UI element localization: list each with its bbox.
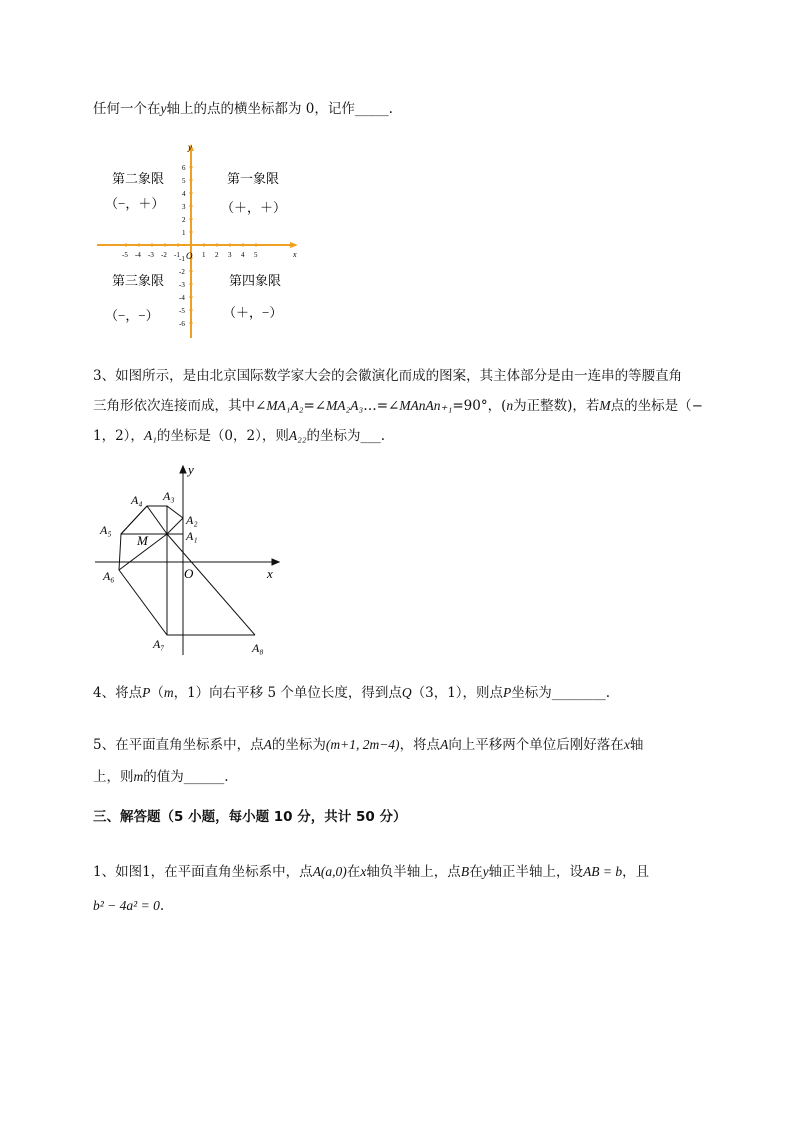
x-tick-label: -1	[174, 251, 180, 259]
text: 的坐标为	[271, 737, 326, 753]
text: .	[224, 769, 229, 785]
text: 的坐标为	[306, 428, 361, 444]
y-tick-label: 2	[182, 216, 186, 224]
x-tick-label: -2	[161, 251, 167, 259]
x-tick-label: 5	[254, 251, 258, 259]
text: 任何一个在	[93, 101, 161, 117]
text: 轴负半轴上，点	[366, 864, 461, 880]
x-tick-label: 1	[202, 251, 206, 259]
answer-blank: _____	[354, 101, 389, 117]
text: （	[150, 685, 164, 701]
text: 4、将点	[93, 685, 143, 701]
origin-label: O	[186, 251, 193, 261]
text: 轴上的点的横坐标都为 0，记作	[166, 101, 355, 117]
segment	[167, 518, 183, 534]
equation: b² − 4a² = 0	[93, 898, 160, 913]
text: 3、如图所示，是由北京国际数学家大会的会徽演化而成的图案，其主体部分是由一连串的等腰直角	[93, 368, 683, 384]
text: ，1）向右平移 5 个单位长度，得到点	[173, 685, 402, 701]
text: …=∠	[363, 398, 400, 414]
point-A: A	[263, 737, 272, 752]
var-n: n	[506, 398, 514, 413]
x-tick-label: -5	[122, 251, 128, 259]
text: 在	[469, 864, 483, 880]
y-tick-label: -1	[179, 255, 185, 263]
var-m: m	[133, 769, 144, 784]
y-tick-label: -3	[179, 281, 185, 289]
text: 在	[346, 864, 361, 880]
section-title: 三、解答题（5 小题，每小题 10 分，共计 50 分）	[93, 809, 407, 825]
x-tick-label: 4	[241, 251, 245, 259]
point-A-expression: A(a,0)	[312, 864, 347, 879]
var-x: x	[623, 737, 630, 752]
label-M: M	[137, 533, 148, 548]
problem-1	[93, 855, 733, 923]
text: 轴正半轴上，设	[488, 864, 584, 880]
label-A6: A₆	[103, 569, 115, 583]
quadrant-figure	[95, 142, 305, 342]
q3-line-1	[93, 362, 733, 391]
point-A22: A₂₂	[288, 428, 307, 443]
text: 1、如图1，在平面直角坐标系中，点	[93, 864, 313, 880]
x-tick-label: 2	[215, 251, 219, 259]
text: 的坐标是（0，2），则	[156, 428, 289, 444]
text: 坐标为	[511, 685, 552, 701]
point-P: P	[503, 685, 512, 700]
y-axis-statement	[93, 94, 733, 124]
x-tick-label: 3	[228, 251, 232, 259]
question-5	[93, 729, 733, 793]
y-tick-label: -6	[179, 320, 185, 328]
problem-1-line-2	[93, 889, 733, 923]
label-A4: A₄	[131, 493, 143, 507]
y-tick-label: 4	[182, 190, 186, 198]
text: =∠	[303, 398, 327, 414]
text: .	[380, 428, 386, 444]
x-axis-arrow	[290, 242, 298, 248]
coordinate-expression: (m+1, 2m−4)	[325, 737, 400, 752]
y-tick-label: 5	[182, 177, 186, 185]
y-tick-label: -5	[179, 307, 185, 315]
text: =90°，(	[452, 398, 507, 414]
label-A2: A₂	[186, 513, 198, 527]
var-m: m	[163, 685, 174, 700]
y-tick-label: 1	[182, 229, 186, 237]
quadrant-3-name: 第三象限	[112, 273, 165, 288]
y-axis-label: y	[188, 142, 192, 152]
ab-expression: AB = b	[583, 864, 623, 879]
text: ，且	[622, 864, 650, 880]
segment	[147, 506, 167, 534]
q3-line-3	[93, 421, 733, 451]
spiral-triangle-figure	[95, 460, 295, 660]
label-A5: A₅	[100, 523, 112, 537]
question-4	[93, 678, 733, 708]
text: 点的坐标是（−	[610, 398, 703, 414]
point-A1: A₁	[143, 428, 157, 443]
label-A3: A₃	[163, 489, 175, 503]
quadrant-3-sign: （−，−）	[105, 308, 159, 323]
x-tick-label: -3	[148, 251, 154, 259]
question-3	[93, 362, 733, 451]
point-P: P	[142, 685, 151, 700]
var-y: y	[482, 864, 489, 879]
label-A1: A₁	[186, 529, 198, 543]
point-Q: Q	[401, 685, 412, 700]
point-B: B	[460, 864, 470, 879]
text: 为正整数)，若	[513, 398, 600, 414]
label-A7: A₇	[153, 637, 165, 651]
y-tick-label: 3	[182, 203, 186, 211]
q5-line-1	[93, 729, 733, 761]
y-tick-label: -4	[179, 294, 185, 302]
answer-blank: ___	[360, 428, 381, 444]
text: .	[159, 898, 165, 914]
label-x: x	[267, 566, 273, 581]
text: .	[605, 685, 611, 701]
x-axis-arrow	[272, 559, 279, 565]
problem-1-line-1	[93, 855, 733, 889]
segment	[121, 506, 147, 534]
text: 向上平移两个单位后刚好落在	[448, 737, 624, 753]
q3-line-2	[93, 391, 733, 421]
segment	[167, 534, 255, 635]
text: 的值为	[143, 769, 184, 785]
y-tick-label: -2	[179, 268, 185, 276]
quadrant-2-name: 第二象限	[112, 171, 165, 186]
angle-1: MA₁A₂	[266, 398, 304, 413]
quadrant-2-sign: （−，＋）	[105, 196, 165, 211]
section-heading	[93, 803, 733, 832]
x-tick-label: -4	[135, 251, 141, 259]
label-A8: A₈	[252, 641, 264, 655]
text: 1，2），	[93, 428, 144, 444]
answer-blank: ______	[183, 769, 225, 785]
figure-lines	[95, 466, 279, 655]
y-axis-arrow	[180, 466, 186, 473]
quadrant-4-name: 第四象限	[229, 273, 282, 288]
q5-line-2	[93, 761, 733, 793]
var-x: x	[360, 864, 367, 879]
label-y: y	[188, 462, 194, 477]
text: 上，则	[93, 769, 134, 785]
quadrant-1-sign: （＋，＋）	[221, 200, 287, 215]
angle-n: MAnAn₊₁	[399, 398, 453, 413]
text: .	[388, 101, 393, 117]
text: ，将点	[399, 737, 441, 753]
label-O: O	[184, 566, 194, 581]
y-tick-label: 6	[182, 164, 186, 172]
text: 三角形依次连接而成，其中∠	[93, 398, 267, 414]
text: （3，1），则点	[411, 685, 504, 701]
text: 轴	[629, 737, 644, 753]
x-axis-label: x	[293, 250, 297, 259]
point-A: A	[440, 737, 449, 752]
var-y: y	[160, 101, 167, 116]
var-M: M	[599, 398, 611, 413]
answer-blank: ________	[551, 685, 606, 701]
angle-2: MA₂A₃	[326, 398, 364, 413]
quadrant-4-sign: （＋，−）	[223, 305, 283, 320]
text: 5、在平面直角坐标系中，点	[93, 737, 264, 753]
quadrant-1-name: 第一象限	[227, 171, 280, 186]
